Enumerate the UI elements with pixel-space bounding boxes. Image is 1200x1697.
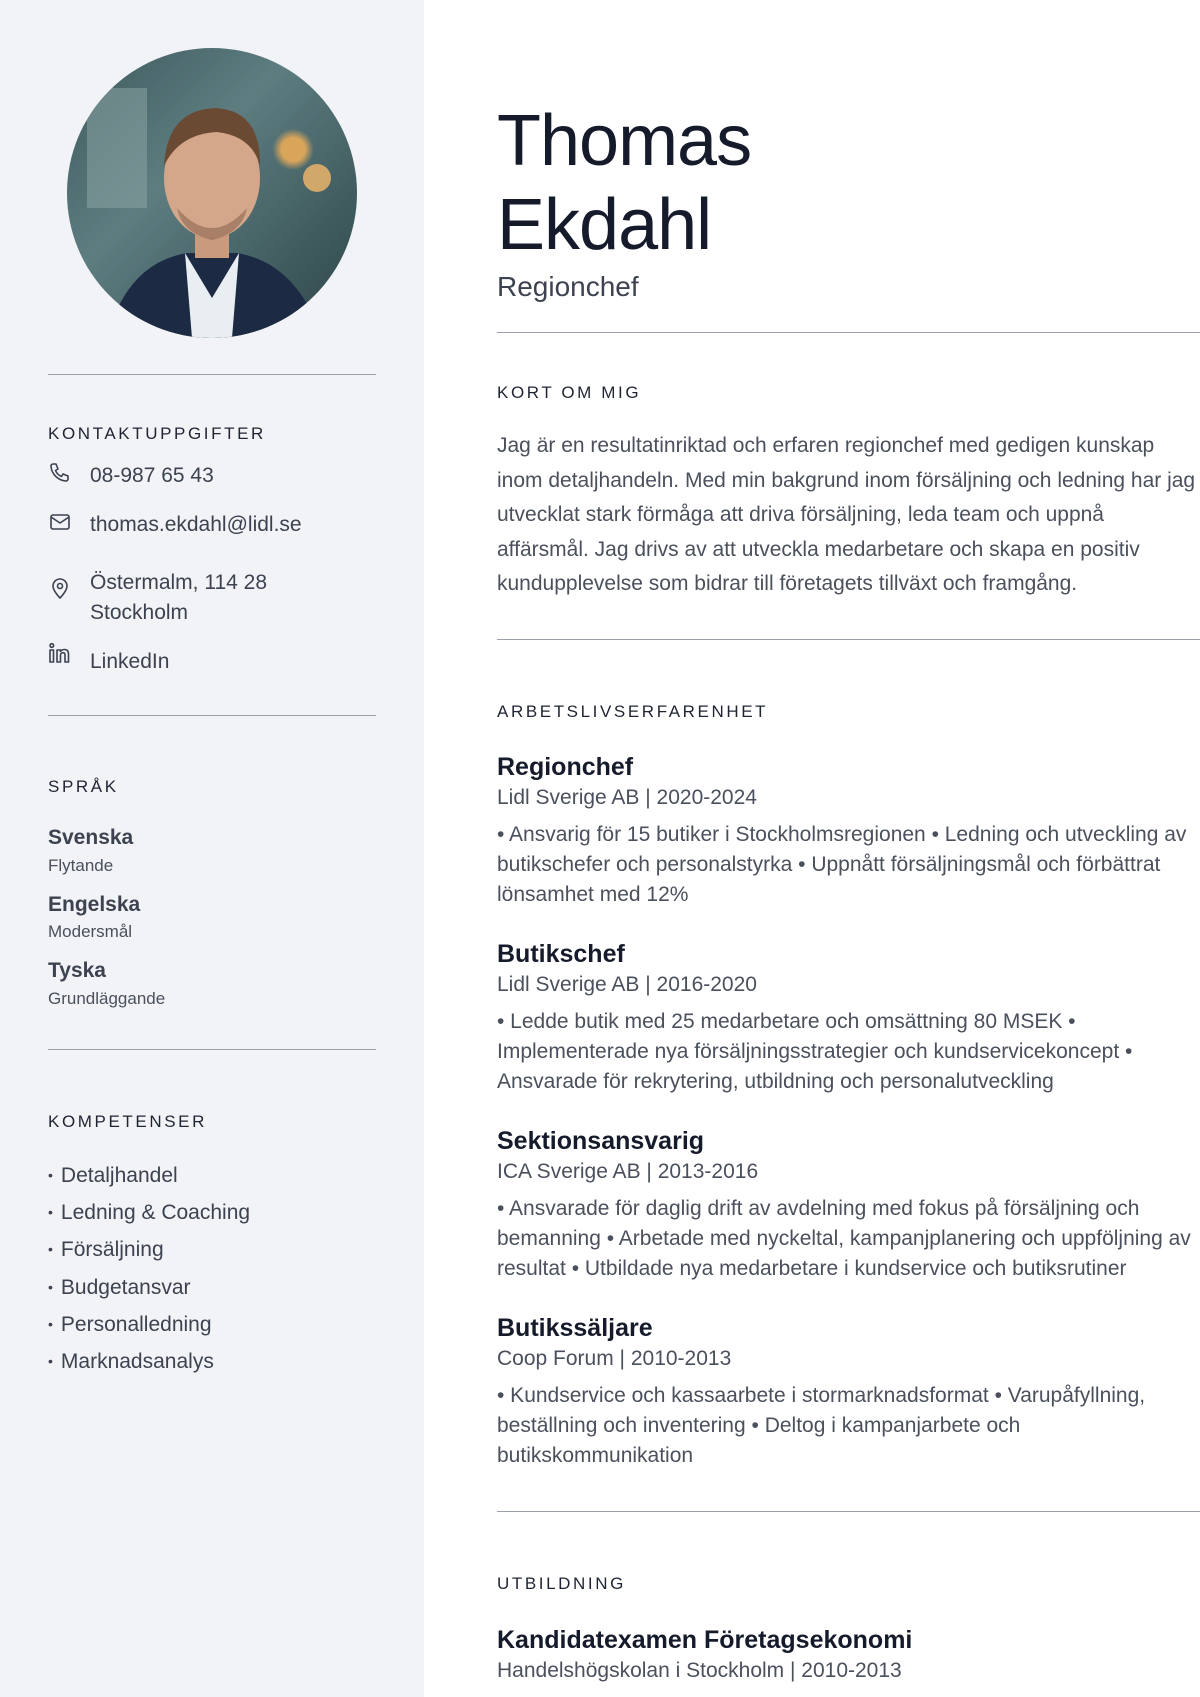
divider: [48, 374, 376, 375]
job-entry: [497, 1312, 1200, 1471]
job-description: • Ansvarade för daglig drift av avdelning med fokus på försäljning och bemanning • Arbetade med nyckeltal, kampanjplanering och uppföljning av resultat • Utbildade nya medarbetare i kundservice och butiksrutiner: [497, 1197, 1191, 1280]
school-name: Handelshögskolan i Stockholm | 2010-2013: [497, 1659, 902, 1682]
divider: [497, 639, 1200, 640]
job-title: Butikssäljare: [497, 1314, 653, 1342]
linkedin-icon: [48, 641, 72, 665]
summary-text: Jag är en resultatinriktad och erfaren regionchef med gedigen kunskap inom detaljhandeln. Med min bakgrund inom försäljning och ledning har jag utvecklat stark förmåga att driva försäljning, leda team och uppnå affärsmål. Jag drivs av att utveckla medarbetare och skapa en positiv kundupplevelse som bidrar till företagets tillväxt och framgång.: [497, 434, 1196, 595]
job-company: Coop Forum | 2010-2013: [497, 1347, 732, 1370]
skill-item: • Budgetansvar: [48, 1270, 250, 1307]
job-title: Sektionsansvarig: [497, 1127, 705, 1155]
job-title: Butikschef: [497, 940, 625, 968]
job-description: • Ledde butik med 25 medarbetare och omsättning 80 MSEK • Implementerade nya försäljningsstrategier och kundservicekoncept • Ansvarade för rekrytering, utbildning och personalutveckling: [497, 1010, 1133, 1093]
job-entry: [497, 751, 1200, 910]
address-line-1: Östermalm, 114 28: [90, 571, 268, 594]
linkedin-row[interactable]: [48, 647, 169, 677]
skill-item: • Personalledning: [48, 1307, 250, 1344]
language-level: Flytande: [48, 856, 114, 875]
profile-photo: [67, 48, 357, 338]
main-content: [497, 0, 1200, 1697]
job-entry: [497, 1125, 1200, 1284]
job-entry: [497, 938, 1200, 1097]
skill-item: • Marknadsanalys: [48, 1344, 250, 1381]
skill-item: • Ledning & Coaching: [48, 1195, 250, 1232]
address-line-2: Stockholm: [90, 601, 189, 624]
phone-text: 08-987 65 43: [90, 464, 214, 487]
linkedin-link[interactable]: LinkedIn: [90, 650, 170, 673]
skill-item: • Försäljning: [48, 1232, 250, 1269]
summary-heading: KORT OM MIG: [497, 383, 642, 402]
job-company: Lidl Sverige AB | 2016-2020: [497, 973, 757, 996]
job-description: • Kundservice och kassaarbete i stormarknadsformat • Varupåfyllning, beställning och inventering • Deltog i kampanjarbete och butikskommunikation: [497, 1384, 1146, 1467]
job-title: Regionchef: [497, 753, 634, 781]
job-company: ICA Sverige AB | 2013-2016: [497, 1160, 759, 1183]
education-entry: [497, 1624, 1200, 1686]
degree-title: Kandidatexamen Företagsekonomi: [497, 1626, 913, 1654]
divider: [497, 1511, 1200, 1512]
language-name: Tyska: [48, 959, 106, 982]
location-pin-icon: [48, 576, 72, 600]
language-name: Svenska: [48, 826, 134, 849]
sidebar: [0, 0, 424, 1697]
phone-row[interactable]: [48, 461, 214, 491]
email-row[interactable]: [48, 510, 302, 540]
divider: [48, 1049, 376, 1050]
languages-heading: SPRÅK: [48, 777, 119, 796]
address-row: [48, 568, 267, 628]
contact-heading: KONTAKTUPPGIFTER: [48, 424, 266, 443]
portrait-icon: [67, 48, 357, 338]
mail-icon: [48, 510, 72, 534]
skills-list: [48, 1158, 250, 1381]
job-title-heading: Regionchef: [497, 271, 639, 302]
skills-heading: KOMPETENSER: [48, 1112, 207, 1131]
divider: [497, 332, 1200, 333]
address-text: [90, 568, 267, 628]
language-name: Engelska: [48, 893, 141, 916]
last-name: Ekdahl: [497, 185, 712, 265]
job-company: Lidl Sverige AB | 2020-2024: [497, 786, 757, 809]
education-heading: UTBILDNING: [497, 1574, 626, 1593]
first-name: Thomas: [497, 101, 752, 181]
job-description: • Ansvarig för 15 butiker i Stockholmsregionen • Ledning och utveckling av butikschefer och personalstyrka • Uppnått försäljningsmål och förbättrat lönsamhet med 12%: [497, 823, 1187, 906]
skill-item: • Detaljhandel: [48, 1158, 250, 1195]
language-level: Grundläggande: [48, 989, 166, 1008]
phone-icon: [48, 461, 72, 485]
divider: [48, 715, 376, 716]
language-level: Modersmål: [48, 922, 133, 941]
experience-heading: ARBETSLIVSERFARENHET: [497, 702, 769, 721]
email-text: thomas.ekdahl@lidl.se: [90, 513, 302, 536]
